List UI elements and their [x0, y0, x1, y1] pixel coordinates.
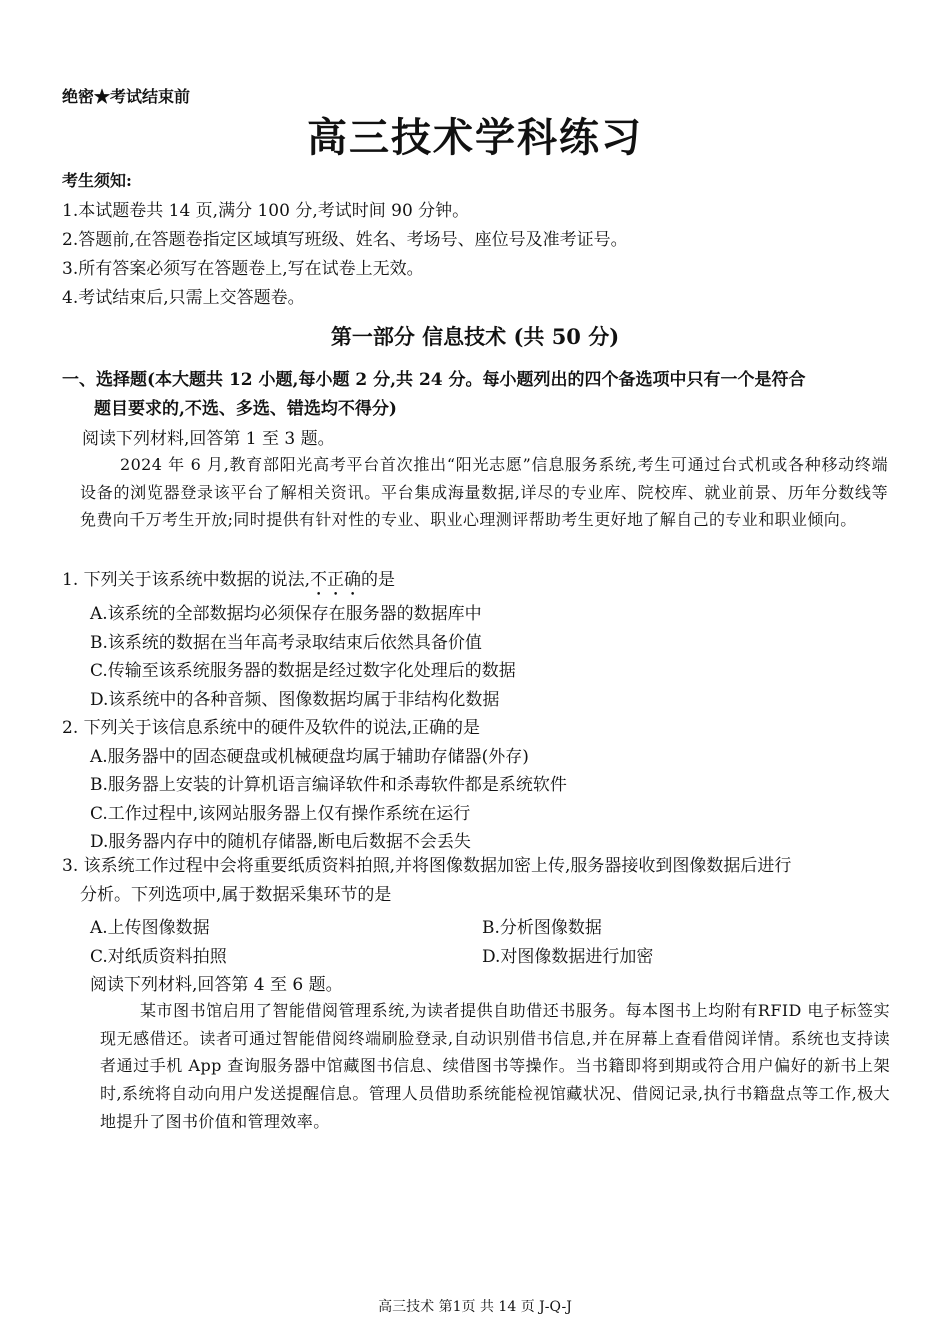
- question-2-stem: 2. 下列关于该信息系统中的硬件及软件的说法,正确的是: [62, 718, 481, 738]
- notice-item-1: 1.本试题卷共 14 页,满分 100 分,考试时间 90 分钟。: [62, 201, 470, 221]
- question-3-stem-line-2: 分析。下列选项中,属于数据采集环节的是: [80, 885, 392, 905]
- question-2-option-c: C.工作过程中,该网站服务器上仅有操作系统在运行: [90, 804, 471, 824]
- question-3-stem-line-1: 3. 该系统工作过程中会将重要纸质资料拍照,并将图像数据加密上传,服务器接收到图像数据后进行: [62, 856, 792, 876]
- question-1-stem-suffix: 的是: [361, 570, 396, 590]
- page-footer: 高三技术 第1页 共 14 页 J-Q-J: [378, 1299, 572, 1315]
- question-type-line-1: 一、选择题(本大题共 12 小题,每小题 2 分,共 24 分。每小题列出的四个备选项中只有一个是符合: [62, 370, 806, 390]
- question-1-option-a: A.该系统的全部数据均必须保存在服务器的数据库中: [90, 604, 482, 624]
- question-1-option-d: D.该系统中的各种音频、图像数据均属于非结构化数据: [90, 690, 500, 710]
- question-1-stem-prefix: 1. 下列关于该系统中数据的说法,: [62, 570, 311, 590]
- notice-item-3: 3.所有答案必须写在答题卷上,写在试卷上无效。: [62, 259, 424, 279]
- notice-heading: 考生须知:: [62, 171, 132, 190]
- material-1-lead: 阅读下列材料,回答第 1 至 3 题。: [82, 429, 335, 449]
- confidential-label: 绝密★考试结束前: [62, 87, 191, 106]
- page-title: 高三技术学科练习: [307, 114, 643, 161]
- question-1-stem: [62, 565, 395, 600]
- material-2-lead: 阅读下列材料,回答第 4 至 6 题。: [90, 975, 343, 995]
- question-1-option-b: B.该系统的数据在当年高考录取结束后依然具备价值: [90, 633, 482, 653]
- question-3-option-c: C.对纸质资料拍照: [90, 947, 227, 967]
- question-1-option-c: C.传输至该系统服务器的数据是经过数字化处理后的数据: [90, 661, 516, 681]
- question-1-stem-emphasis: 不正确: [310, 570, 362, 590]
- question-3-option-d: D.对图像数据进行加密: [482, 947, 654, 967]
- material-1-text: 2024 年 6 月,教育部阳光高考平台首次推出“阳光志愿”信息服务系统,考生可通过台式机或各种移动终端设备的浏览器登录该平台了解相关资讯。平台集成海量数据,详尽的专业库、院校库、就业前景、历年分数线等免费向千万考生开放;同时提供有针对性的专业、职业心理测评帮助考生更好地了解自己的专业和职业倾向。: [80, 455, 888, 529]
- question-2-option-d: D.服务器内存中的随机存储器,断电后数据不会丢失: [90, 832, 471, 852]
- notice-item-2: 2.答题前,在答题卷指定区域填写班级、姓名、考场号、座位号及准考证号。: [62, 230, 628, 250]
- question-3-option-a: A.上传图像数据: [90, 918, 210, 938]
- question-3-stem: [62, 852, 894, 910]
- material-2-text: 某市图书馆启用了智能借阅管理系统,为读者提供自助借还书服务。每本图书上均附有RFID 电子标签实现无感借还。读者可通过智能借阅终端刷脸登录,自动识别借书信息,并在屏幕上查看借阅详情。系统也支持读者通过手机 App 查询服务器中馆藏图书信息、续借图书等操作。当书籍即将到期或符合用户偏好的新书上架时,系统将自动向用户发送提醒信息。管理人员借助系统能检视馆藏状况、借阅记录,执行书籍盘点等工作,极大地提升了图书价值和管理效率。: [100, 1001, 890, 1131]
- question-3-option-b: B.分析图像数据: [482, 918, 602, 938]
- question-2-option-a: A.服务器中的固态硬盘或机械硬盘均属于辅助存储器(外存): [90, 747, 529, 767]
- question-type-line-2: 题目要求的,不选、多选、错选均不得分): [94, 399, 397, 419]
- section-title: 第一部分 信息技术 (共 50 分): [330, 324, 620, 349]
- question-type-instructions: [62, 366, 894, 424]
- notice-item-4: 4.考试结束后,只需上交答题卷。: [62, 288, 305, 308]
- question-2-option-b: B.服务器上安装的计算机语言编译软件和杀毒软件都是系统软件: [90, 775, 567, 795]
